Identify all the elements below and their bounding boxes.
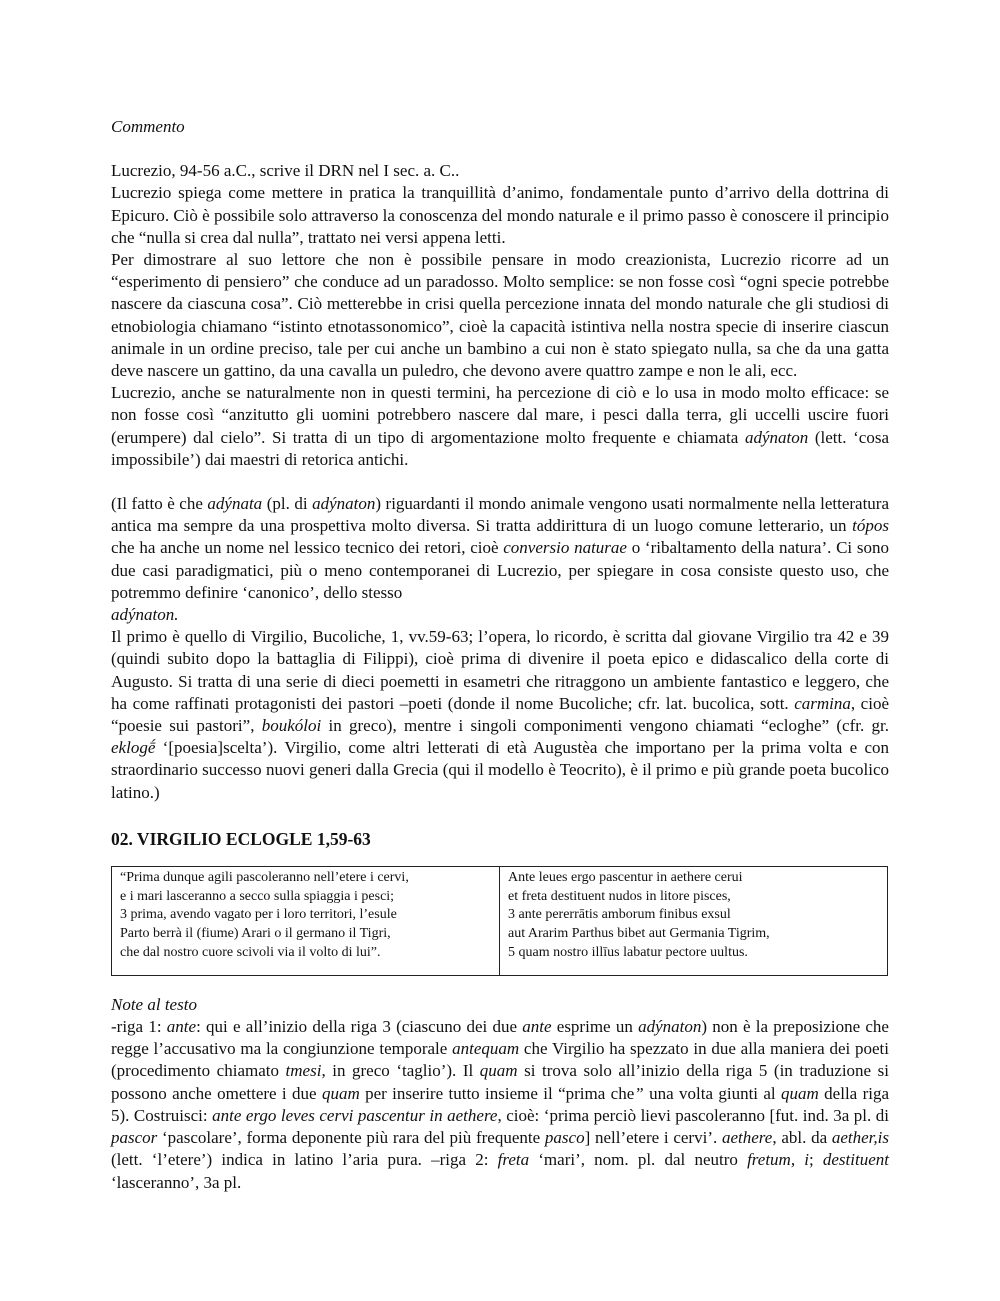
verse-it-line: 3 prima, avendo vagato per i loro territori, l’esule: [120, 907, 397, 923]
verses-table: [111, 866, 888, 976]
verse-it-line: Parto berrà il (fiume) Arari o il germano il Tigri,: [120, 926, 391, 942]
notes-title: Note al testo: [111, 994, 197, 1014]
fatto-paragraph: (Il fatto è che adýnata (pl. di adýnaton) riguardanti il mondo animale vengono usati normalmente nella letteratura antica ma sempre da una prospettiva molto diversa. Si tratta addirittura di un luogo comune letterario, un tópos che ha anche un nome nel lessico tecnico dei retori, cioè conversio naturae o ‘ribaltamento della natura’. Ci sono due casi paradigmatici, più o meno contemporanei di Lucrezio, per spiegare in cosa consiste questo uso, che potremmo definire ‘canonico’, dello stesso adýnaton.: [111, 494, 890, 625]
verse-it-line: “Prima dunque agili pascoleranno nell’etere i cervi,: [120, 869, 409, 885]
section-heading: 02. VIRGILIO ECLOGLE 1,59-63: [111, 828, 371, 849]
page-content: [111, 116, 889, 1194]
verse-la-line: Ante leues ergo pascentur in aethere cerui: [508, 869, 743, 885]
verse-la-line: et freta destituent nudos in litore pisces,: [508, 888, 731, 904]
intro-paragraph-2: Lucrezio spiega come mettere in pratica la tranquillità d’animo, fondamentale punto d’arrivo della dottrina di Epicuro. Ciò è possibile solo attraverso la conoscenza del mondo naturale e il primo passo è conoscere il principio che “nulla si crea dal nulla”, trattato nei versi appena letti.: [111, 183, 889, 247]
verse-la-line: 3 ante pererrātis amborum finibus exsul: [508, 907, 731, 923]
intro-paragraph-3: Per dimostrare al suo lettore che non è possibile pensare in modo creazionista, Lucrezio ricorre ad un “esperimento di pensiero” che conduce ad un paradosso. Molto semplice: se non fosse così “ogni specie potrebbe nascere da ciascuna cosa”. Ciò metterebbe in crisi quella percezione innata del mondo naturale che gli studiosi di etnobiologia chiamano “istinto etnotassonomico”, cioè la capacità istintiva nella nostra specie di inserire ciascun animale in un ordine preciso, tale per cui anche un bambino a cui non è stato spiegato nulla, sa che da una gatta deve nascere un gattino, da una cavalla un puledro, che devono avere quattro zampe e non le ali, ecc.: [111, 250, 889, 381]
verse-la-line: 5 quam nostro illīus labatur pectore uultus.: [508, 945, 748, 961]
primo-paragraph: Il primo è quello di Virgilio, Bucoliche, 1, vv.59-63; l’opera, lo ricordo, è scritta dal giovane Virgilio tra 42 e 39 (quindi subito dopo la battaglia di Filippi), cioè prima di divenire il poeta epico e didascalico della corte di Augusto. Si tratta di una serie di dieci poemetti in esametri che ritraggono un ambiente fantastico e leggero, che ha come raffinati protagonisti dei pastori –poeti (donde il nome Bucoliche; cfr. lat. bucolica, sott. carmina, cioè “poesie sui pastori”, boukóloi in greco), mentre i singoli componimenti vengono chiamati “ecloghe” (cfr. gr. eklogḗ ‘[poesia]scelta’). Virgilio, come altri letterati di età Augustèa che importano per la prima volta e con straordinario successo nuovi generi dalla Grecia (qui il modello è Teocrito), è il primo e più grande poeta bucolico latino.): [111, 627, 889, 802]
verse-la-line: aut Ararim Parthus bibet aut Germania Tigrim,: [508, 926, 770, 942]
intro-paragraph-1: Lucrezio, 94-56 a.C., scrive il DRN nel I sec. a. C..: [111, 161, 460, 181]
latin-text-cell: [500, 866, 888, 975]
verse-it-line: che dal nostro cuore scivoli via il volto di lui”.: [120, 945, 381, 961]
italian-translation-cell: [112, 866, 500, 975]
notes-paragraph: -riga 1: ante: qui e all’inizio della riga 3 (ciascuno dei due ante esprime un adýnaton) non è la preposizione che regge l’accusativo ma la congiunzione temporale antequam che Virgilio ha spezzato in due alla maniera dei poeti (procedimento chiamato tmesi, in greco ‘taglio’). Il quam si trova solo all’inizio della riga 5 (in traduzione si possono anche omettere i due quam per inserire tutto insieme il “prima che” una volta giunti al quam della riga 5). Costruisci: ante ergo leves cervi pascentur in aethere, cioè: ‘prima perciò lievi pascoleranno [fut. ind. 3a pl. di pascor ‘pascolare’, forma deponente più rara del più frequente pasco] nell’etere i cervi’. aethere, abl. da aether,is (lett. ‘l’etere’) indica in latino l’aria pura. –riga 2: freta ‘mari’, nom. pl. dal neutro fretum, i; destituent ‘lasceranno’, 3a pl.: [111, 1017, 890, 1192]
verse-it-line: e i mari lasceranno a secco sulla spiaggia i pesci;: [120, 888, 395, 904]
commento-title: Commento: [111, 117, 185, 136]
intro-paragraph-4: Lucrezio, anche se naturalmente non in questi termini, ha percezione di ciò e lo usa in modo molto efficace: se non fosse così “anzitutto gli uomini potrebbero nascere dal mare, i pesci dalla terra, gli uccelli uscire fuori (erumpere) dal cielo”. Si tratta di un tipo di argomentazione molto frequente e chiamata adýnaton (lett. ‘cosa impossibile’) dai maestri di retorica antichi.: [111, 383, 889, 469]
